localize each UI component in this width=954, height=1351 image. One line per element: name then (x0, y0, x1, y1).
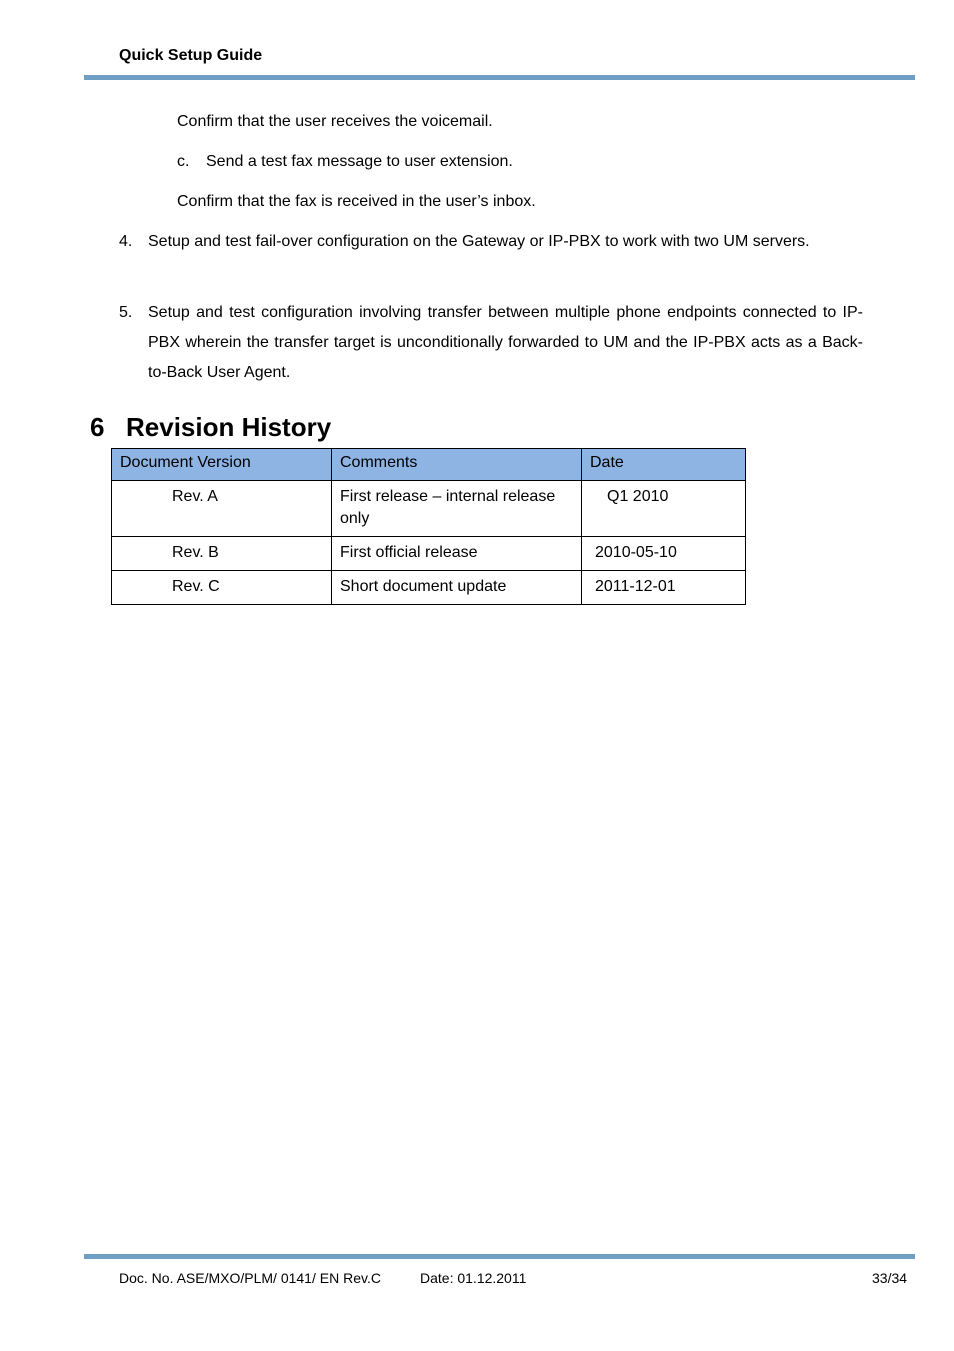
section-heading (90, 412, 331, 443)
section-title: Revision History (126, 412, 332, 442)
table-row (112, 481, 746, 537)
date-cell: 2011-12-01 (582, 571, 746, 605)
fax-confirm-text: Confirm that the fax is received in the user’s inbox. (177, 193, 536, 210)
list-item-4-text: Setup and test fail-over configuration on the Gateway or IP-PBX to work with two UM servers. (148, 233, 810, 250)
column-header-comments: Comments (332, 449, 582, 481)
list-item-5-text: Setup and test configuration involving transfer between multiple phone endpoints connected to IP-PBX wherein the transfer target is unconditionally forwarded to UM and the IP-PBX acts as a Back-to-Back User Agent. (148, 304, 863, 381)
comment-cell: First official release (332, 537, 582, 571)
table-header-row (112, 449, 746, 481)
footer-rule (84, 1254, 915, 1259)
footer-date: Date: 01.12.2011 (420, 1270, 527, 1286)
footer-page-number: 33/34 (872, 1270, 908, 1286)
revision-history-table (111, 448, 746, 605)
date-cell: 2010-05-10 (582, 537, 746, 571)
date-cell: Q1 2010 (582, 481, 746, 537)
header-title: Quick Setup Guide (119, 47, 263, 64)
version-cell: Rev. C (112, 571, 332, 605)
table-row (112, 571, 746, 605)
list-marker-5: 5. (119, 304, 133, 321)
column-header-date: Date (582, 449, 746, 481)
version-cell: Rev. A (112, 481, 332, 537)
voicemail-confirm-text: Confirm that the user receives the voicemail. (177, 113, 493, 130)
header-rule (84, 75, 915, 80)
table-row (112, 537, 746, 571)
list-marker-c: c. (177, 153, 190, 170)
comment-cell: Short document update (332, 571, 582, 605)
section-number: 6 (90, 412, 105, 442)
column-header-document-version: Document Version (112, 449, 332, 481)
list-item-c-text: Send a test fax message to user extension. (206, 153, 513, 170)
footer-doc-number: Doc. No. ASE/MXO/PLM/ 0141/ EN Rev.C (119, 1270, 381, 1286)
list-marker-4: 4. (119, 233, 133, 250)
comment-cell: First release – internal release only (332, 481, 582, 537)
version-cell: Rev. B (112, 537, 332, 571)
